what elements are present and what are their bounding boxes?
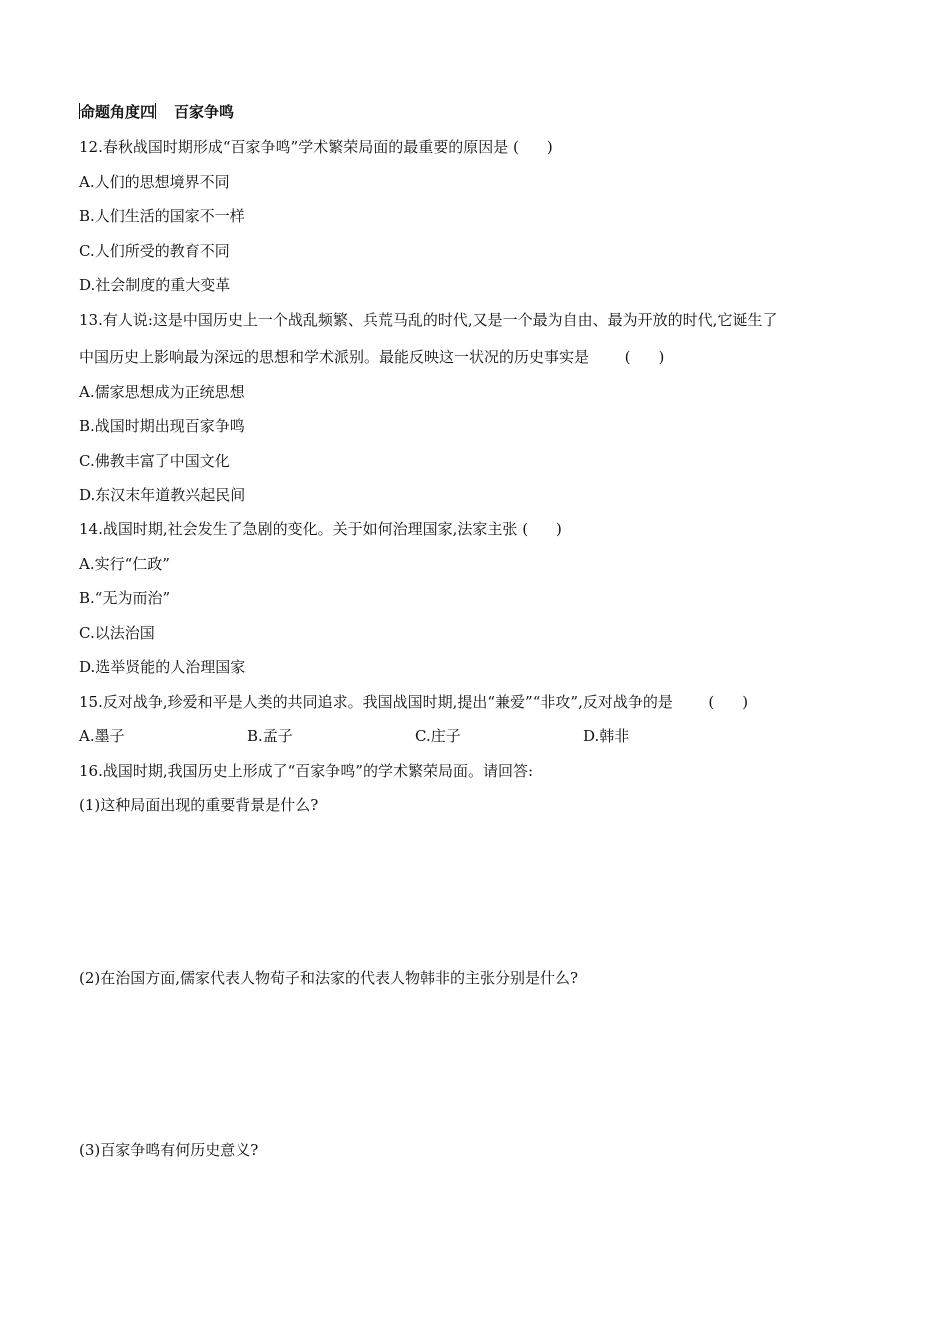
question-16-stem: 16.战国时期,我国历史上形成了“百家争鸣”的学术繁荣局面。请回答: (79, 762, 534, 780)
question-14-option-d: D.选举贤能的人治理国家 (79, 658, 246, 676)
section-heading (79, 102, 234, 122)
question-15-options (79, 726, 751, 746)
question-14-option-b: B.“无为而治” (79, 589, 171, 607)
answer-blank: ( ) (522, 520, 562, 538)
question-14-stem: 14.战国时期,社会发生了急剧的变化。关于如何治理国家,法家主张 ( ) (79, 520, 562, 538)
question-14-option-a: A.实行“仁政” (79, 555, 170, 573)
question-15-option-d: D.韩非 (583, 727, 630, 745)
question-15-option-a: A.墨子 (79, 727, 125, 745)
question-15-stem: 15.反对战争,珍爱和平是人类的共同追求。我国战国时期,提出“兼爱”“非攻”,反对战争的是 ( ) (79, 693, 749, 711)
question-12-option-a: A.人们的思想境界不同 (79, 173, 230, 191)
question-16-sub-1: (1)这种局面出现的重要背景是什么? (79, 796, 319, 814)
question-13-stem-line1: 13.有人说:这是中国历史上一个战乱频繁、兵荒马乱的时代,又是一个最为自由、最为开放的时代,它诞生了 (79, 311, 778, 329)
question-13-option-b: B.战国时期出现百家争鸣 (79, 417, 245, 435)
question-14-option-c: C.以法治国 (79, 624, 155, 642)
section-label: 命题角度四 (80, 103, 156, 121)
question-12-option-d: D.社会制度的重大变革 (79, 276, 231, 294)
question-12-option-b: B.人们生活的国家不一样 (79, 207, 245, 225)
question-13-option-d: D.东汉末年道教兴起民间 (79, 486, 246, 504)
question-15-option-c: C.庄子 (415, 727, 461, 745)
answer-blank: ( ) (512, 138, 553, 156)
heading-bar-right (155, 103, 156, 119)
question-12-stem: 12.春秋战国时期形成“百家争鸣”学术繁荣局面的最重要的原因是 ( ) (79, 138, 553, 156)
question-16-sub-2: (2)在治国方面,儒家代表人物荀子和法家的代表人物韩非的主张分别是什么? (79, 969, 579, 987)
question-12-option-c: C.人们所受的教育不同 (79, 242, 230, 260)
answer-blank: ( ) (624, 348, 665, 366)
question-13-option-c: C.佛教丰富了中国文化 (79, 452, 230, 470)
question-15-option-b: B.孟子 (247, 727, 293, 745)
question-16-sub-3: (3)百家争鸣有何历史意义? (79, 1141, 259, 1159)
question-13-option-a: A.儒家思想成为正统思想 (79, 383, 245, 401)
answer-blank: ( ) (708, 693, 749, 711)
section-title: 百家争鸣 (174, 103, 235, 121)
question-13-stem-line2: 中国历史上影响最为深远的思想和学术派别。最能反映这一状况的历史事实是 ( ) (79, 348, 665, 366)
